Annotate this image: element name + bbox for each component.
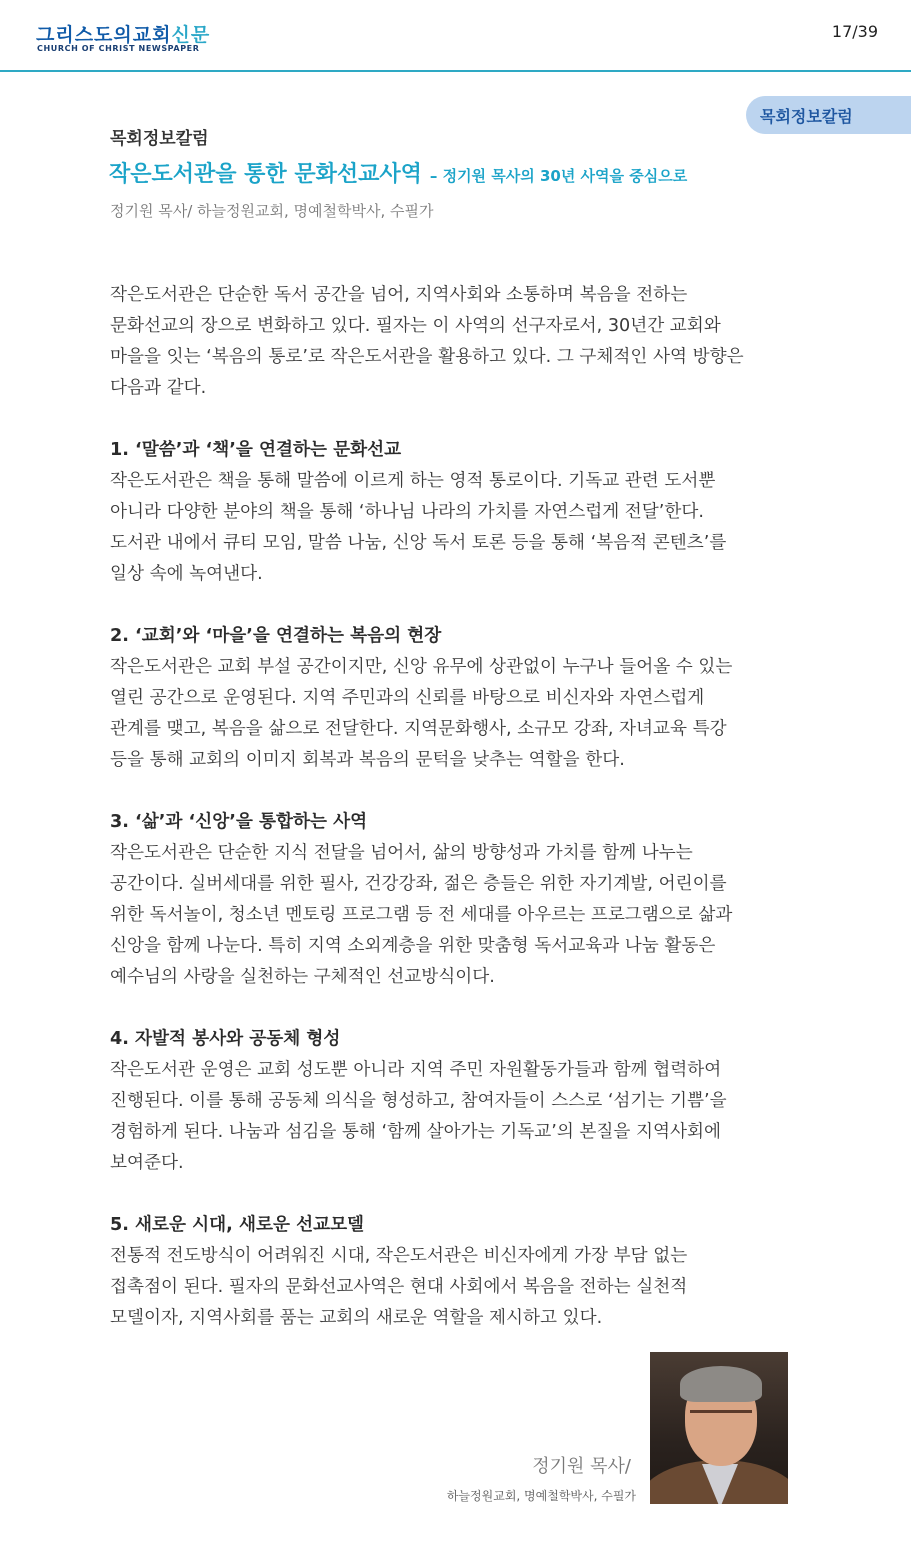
text-line: 경험하게 된다. 나눔과 섬김을 통해 ‘함께 살아가는 기독교’의 본질을 지역사회에 (110, 1122, 721, 1142)
section-1 (110, 435, 810, 590)
text-line: 작은도서관 운영은 교회 성도뿐 아니라 지역 주민 자원활동가들과 함께 협력하여 (110, 1060, 722, 1080)
text-line: 작은도서관은 단순한 지식 전달을 넘어서, 삶의 방향성과 가치를 함께 나누는 (110, 843, 693, 863)
section-5 (110, 1210, 810, 1334)
text-line: 공간이다. 실버세대를 위한 필사, 건강강좌, 젊은 층들은 위한 자기계발, 어린이를 (110, 874, 727, 894)
section-3 (110, 807, 810, 993)
text-line: 문화선교의 장으로 변화하고 있다. 필자는 이 사역의 선구자로서, 30년간 교회와 (110, 316, 721, 336)
text-line: 예수님의 사랑을 실천하는 구체적인 선교방식이다. (110, 967, 495, 987)
byline: 정기원 목사/ 하늘정원교회, 명예철학박사, 수필가 (110, 202, 434, 220)
section-paragraph (110, 1241, 810, 1334)
section-heading: 4. 자발적 봉사와 공동체 형성 (110, 1029, 341, 1049)
intro-paragraph (110, 280, 810, 404)
section-heading: 1. ‘말씀’과 ‘책’을 연결하는 문화선교 (110, 440, 402, 460)
text-line: 도서관 내에서 큐티 모임, 말씀 나눔, 신앙 독서 토론 등을 통해 ‘복음적 콘텐츠’를 (110, 533, 727, 553)
section-paragraph (110, 466, 810, 590)
newspaper-logo[interactable] (36, 20, 210, 47)
section-2 (110, 621, 810, 776)
section-label: 목회정보칼럼 (110, 129, 209, 149)
text-line: 작은도서관은 교회 부설 공간이지만, 신앙 유무에 상관없이 누구나 들어올 수 있는 (110, 657, 733, 677)
section-heading: 2. ‘교회’와 ‘마을’을 연결하는 복음의 현장 (110, 626, 442, 646)
article-title (109, 157, 687, 188)
author-affiliation: 하늘정원교회, 명예철학박사, 수필가 (446, 1489, 636, 1503)
section-heading: 3. ‘삶’과 ‘신앙’을 통합하는 사역 (110, 812, 368, 832)
category-tab (746, 96, 911, 134)
text-line: 모델이자, 지역사회를 품는 교회의 새로운 역할을 제시하고 있다. (110, 1308, 603, 1328)
text-line: 다음과 같다. (110, 378, 207, 398)
text-line: 보여준다. (110, 1153, 184, 1173)
photo-glasses (690, 1410, 752, 1427)
page-header (0, 0, 911, 72)
category-tab-label: 목회정보칼럼 (760, 107, 853, 126)
text-line: 진행된다. 이를 통해 공동체 의식을 형성하고, 참여자들이 스스로 ‘섬기는 기쁨’을 (110, 1091, 727, 1111)
author-name: 정기원 목사/ (532, 1456, 631, 1477)
text-line: 작은도서관은 단순한 독서 공간을 넘어, 지역사회와 소통하며 복음을 전하는 (110, 285, 688, 305)
text-line: 마을을 잇는 ‘복음의 통로’로 작은도서관을 활용하고 있다. 그 구체적인 사역 방향은 (110, 347, 744, 367)
logo-text-accent: 신문 (171, 24, 211, 46)
text-line: 신앙을 함께 나눈다. 특히 지역 소외계층을 위한 맞춤형 독서교육과 나눔 활동은 (110, 936, 716, 956)
text-line: 등을 통해 교회의 이미지 회복과 복음의 문턱을 낮추는 역할을 한다. (110, 750, 625, 770)
page-number: 17/39 (831, 22, 878, 41)
section-paragraph (110, 838, 810, 993)
article-body (110, 280, 810, 1334)
text-line: 작은도서관은 책을 통해 말씀에 이르게 하는 영적 통로이다. 기독교 관련 도서뿐 (110, 471, 716, 491)
text-line: 접촉점이 된다. 필자의 문화선교사역은 현대 사회에서 복음을 전하는 실천적 (110, 1277, 688, 1297)
section-paragraph (110, 1055, 810, 1179)
title-main: 작은도서관을 통한 문화선교사역 (109, 162, 422, 187)
logo-text: 그리스도의교회 (36, 24, 172, 46)
text-line: 전통적 전도방식이 어려워진 시대, 작은도서관은 비신자에게 가장 부담 없는 (110, 1246, 688, 1266)
logo-subtitle: CHURCH OF CHRIST NEWSPAPER (37, 44, 200, 53)
text-line: 관계를 맺고, 복음을 삶으로 전달한다. 지역문화행사, 소규모 강좌, 자녀교육 특강 (110, 719, 727, 739)
author-photo (650, 1352, 788, 1504)
title-subtitle: – 정기원 목사의 30년 사역을 중심으로 (429, 167, 688, 185)
section-paragraph (110, 652, 810, 776)
photo-hair (680, 1366, 762, 1402)
section-4 (110, 1024, 810, 1179)
text-line: 열린 공간으로 운영된다. 지역 주민과의 신뢰를 바탕으로 비신자와 자연스럽게 (110, 688, 705, 708)
text-line: 아니라 다양한 분야의 책을 통해 ‘하나님 나라의 가치를 자연스럽게 전달’한다. (110, 502, 704, 522)
section-heading: 5. 새로운 시대, 새로운 선교모델 (110, 1215, 365, 1235)
text-line: 일상 속에 녹여낸다. (110, 564, 263, 584)
text-line: 위한 독서놀이, 청소년 멘토링 프로그램 등 전 세대를 아우르는 프로그램으로 삶과 (110, 905, 733, 925)
